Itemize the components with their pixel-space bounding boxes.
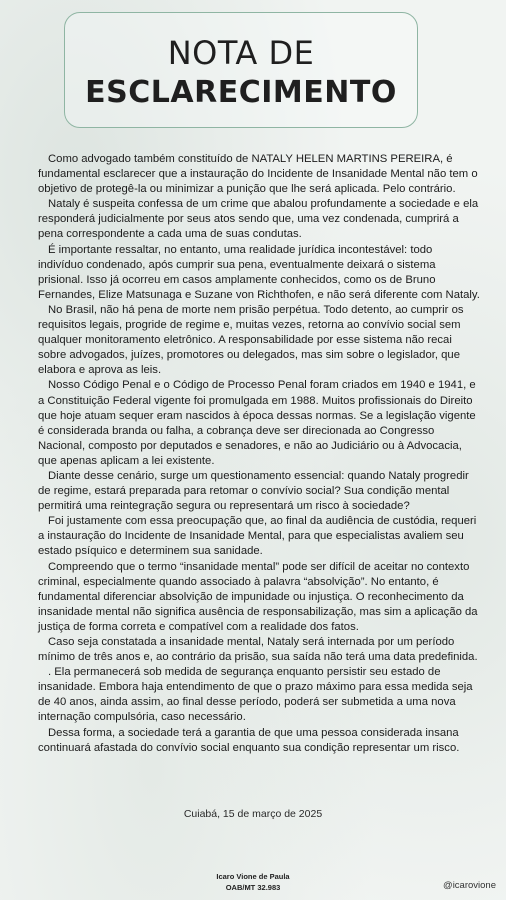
signature-oab: OAB/MT 32.983: [225, 883, 281, 892]
paragraph-9: Caso seja constatada a insanidade mental, Nataly será internada por um período mínimo de três anos e, ao contrário da prisão, sua saída não terá uma data predefinida.: [38, 636, 478, 664]
date-place: Cuiabá, 15 de março de 2025: [183, 808, 323, 820]
paragraph-11: Dessa forma, a sociedade terá a garantia de que uma pessoa considerada insana continuará afastada do convívio social enquanto sua condição representar um risco.: [38, 726, 460, 754]
paragraph-10: . Ela permanecerá sob medida de segurança enquanto persistir seu estado de insanidade. Embora haja entendimento de que o prazo máximo para essa medida seja de 40 anos, ainda assim, ao final desse período, poderá ser submetida a uma nova internação compulsória, caso necessário.: [38, 666, 473, 724]
title-line-1: NOTA DE: [167, 34, 315, 72]
paragraph-1: Como advogado também constituído de NATALY HELEN MARTINS PEREIRA, é fundamental esclarecer que a instauração do Incidente de Insanidade Mental não tem o objetivo de protegê-la ou minimizar a punição que lhe será aplicada. Pelo contrário.: [38, 153, 478, 196]
paragraph-5: Nosso Código Penal e o Código de Processo Penal foram criados em 1940 e 1941, e a Constituição Federal vigente foi promulgada em 1988. Muitos profissionais do Direito que hoje atuam sequer eram nascidos à época dessas normas. Se a legislação vigente é considerada branda ou falha, a cobrança deve ser direcionada ao Congresso Nacional, composto por deputados e senadores, e não ao Judiciário ou à Advocacia, que apenas aplicam a lei existente.: [38, 379, 476, 467]
paragraph-2: Nataly é suspeita confessa de um crime que abalou profundamente a sociedade e ela responderá judicialmente por seus atos sendo que, uma vez condenada, cumprirá a pena correspondente a cada uma de suas condutas.: [38, 198, 479, 241]
signature-name: Icaro Vione de Paula: [216, 872, 290, 881]
paragraph-7: Foi justamente com essa preocupação que, ao final da audiência de custódia, requeri a instauração do Incidente de Insanidade Mental, para que especialistas avaliem seu estado psíquico e determinem sua sanidade.: [38, 515, 477, 558]
note-body: [38, 152, 480, 756]
social-handle: @icarovione: [443, 880, 496, 891]
paragraph-4: No Brasil, não há pena de morte nem prisão perpétua. Todo detento, ao cumprir os requisitos legais, progride de regime e, muitas vezes, retorna ao convívio social sem qualquer monitoramento eletrônico. A responsabilidade por esse sistema não recai sobre advogados, juízes, promotores ou delegados, mas sim sobre o legislador, que elabora e aprova as leis.: [38, 303, 464, 377]
paragraph-3: É importante ressaltar, no entanto, uma realidade jurídica incontestável: todo indivíduo condenado, após cumprir sua pena, eventualmente deixará o sistema prisional. Isso já ocorreu em casos amplamente conhecidos, como os de Bruno Fernandes, Elize Matsunaga e Suzane von Richthofen, e não será diferente com Nataly.: [38, 243, 480, 301]
title-line-2: ESCLARECIMENTO: [85, 75, 397, 110]
paragraph-8: Compreendo que o termo “insanidade mental” pode ser difícil de aceitar no contexto criminal, especialmente quando associado à palavra “absolvição”. No entanto, é fundamental diferenciar absolvição de impunidade ou injustiça. O reconhecimento da insanidade mental não significa ausência de responsabilização, mas sim a aplicação da justiça de forma correta e compatível com a realidade dos fatos.: [38, 560, 478, 633]
paragraph-6: Diante desse cenário, surge um questionamento essencial: quando Nataly progredir de regime, estará preparada para retomar o convívio social? Sua condição mental permitirá uma reintegração segura ou representará um risco à sociedade?: [38, 469, 469, 513]
title-box: [64, 12, 418, 128]
